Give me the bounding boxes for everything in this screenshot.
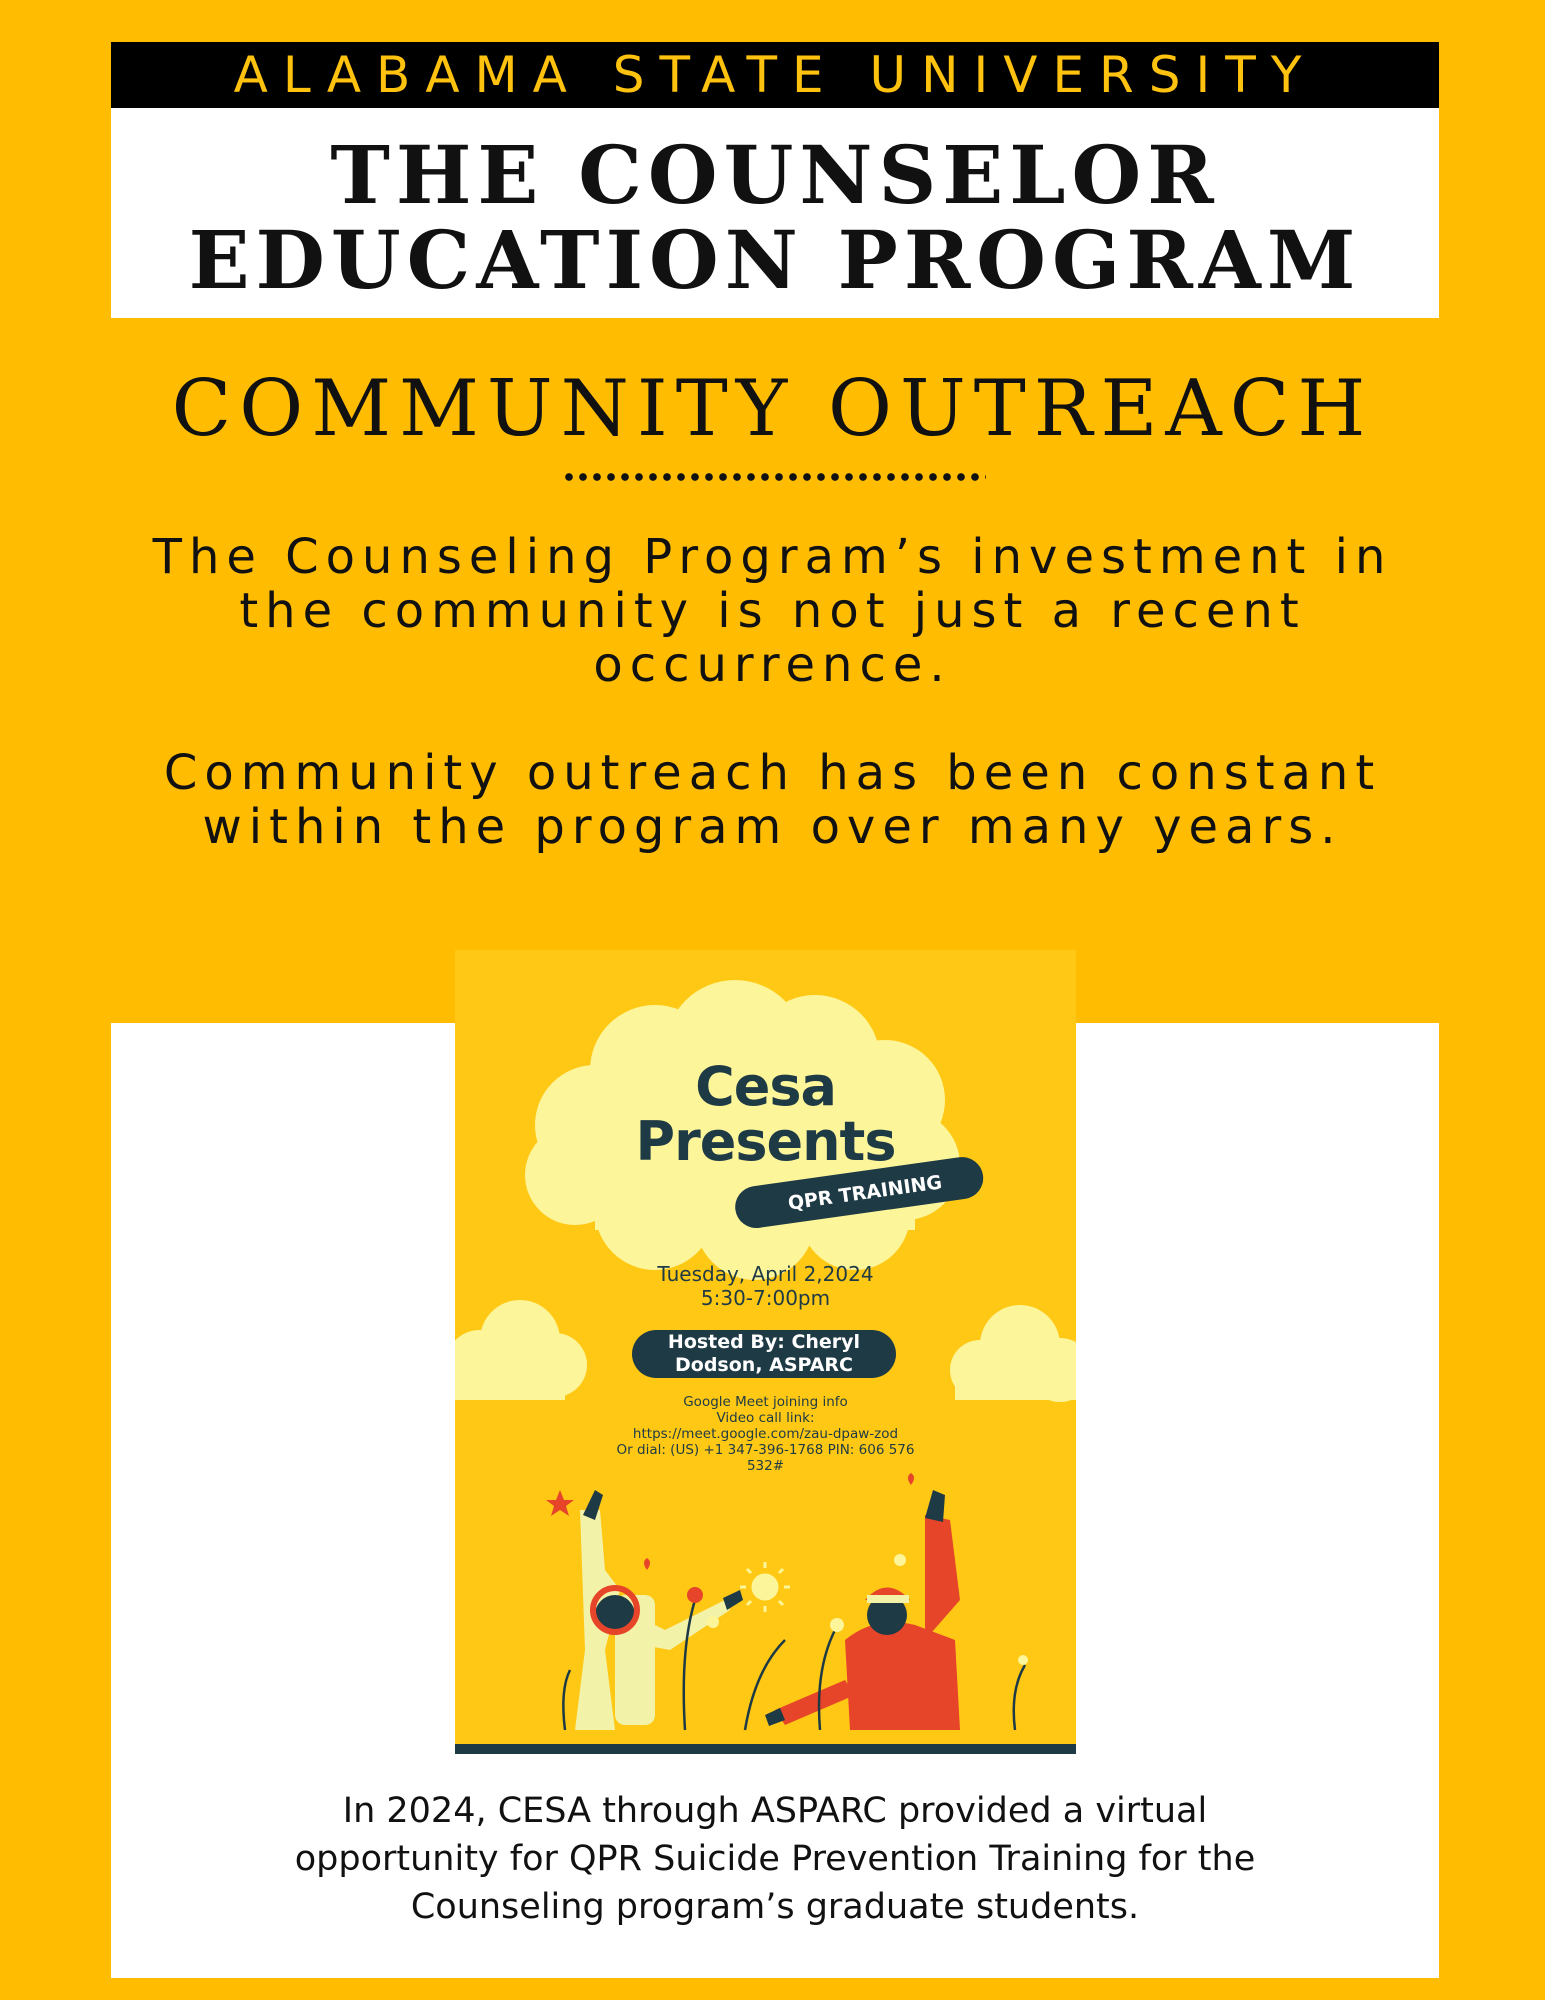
section-heading: COMMUNITY OUTREACH [171,364,1374,454]
program-title-line2: EDUCATION PROGRAM [188,213,1362,307]
flyer-time: 5:30-7:00pm [700,1286,831,1310]
program-title-line1: THE COUNSELOR [330,128,1220,222]
caption-line2: opportunity for QPR Suicide Prevention Training for the [294,1839,1256,1879]
flyer-ground-bar [455,1744,1076,1754]
dotted-divider [562,472,986,482]
flyer-title-line2: Presents [635,1110,896,1173]
flyer-title-line1: Cesa [695,1055,836,1118]
flyer-meet-line2: Video call link: [716,1410,815,1426]
flyer-meet-line4: Or dial: (US) +1 347-396-1768 PIN: 606 576 [616,1442,915,1458]
caption-line3: Counseling program’s graduate students. [410,1887,1140,1927]
event-flyer [455,950,1076,1754]
program-title-box [111,108,1439,318]
flyer-host-line1: Hosted By: Cheryl [667,1331,861,1353]
flyer-meet-line5: 532# [746,1458,785,1474]
university-banner: ALABAMA STATE UNIVERSITY [111,42,1439,108]
flyer-meet-line1: Google Meet joining info [683,1394,848,1410]
flyer-badge: QPR TRAINING [786,1171,944,1215]
intro-paragraph: The Counseling Program’s investment in the community is not just a recent occurrence. [152,529,1393,693]
flyer-date: Tuesday, April 2,2024 [657,1262,874,1286]
caption-line1: In 2024, CESA through ASPARC provided a virtual [342,1791,1208,1831]
outreach-paragraph: Community outreach has been constant within the program over many years. [163,745,1382,855]
flyer-meet-line3: https://meet.google.com/zau-dpaw-zod [632,1426,899,1442]
flyer-caption [111,1787,1439,1931]
flyer-host-line2: Dodson, ASPARC [675,1354,853,1376]
